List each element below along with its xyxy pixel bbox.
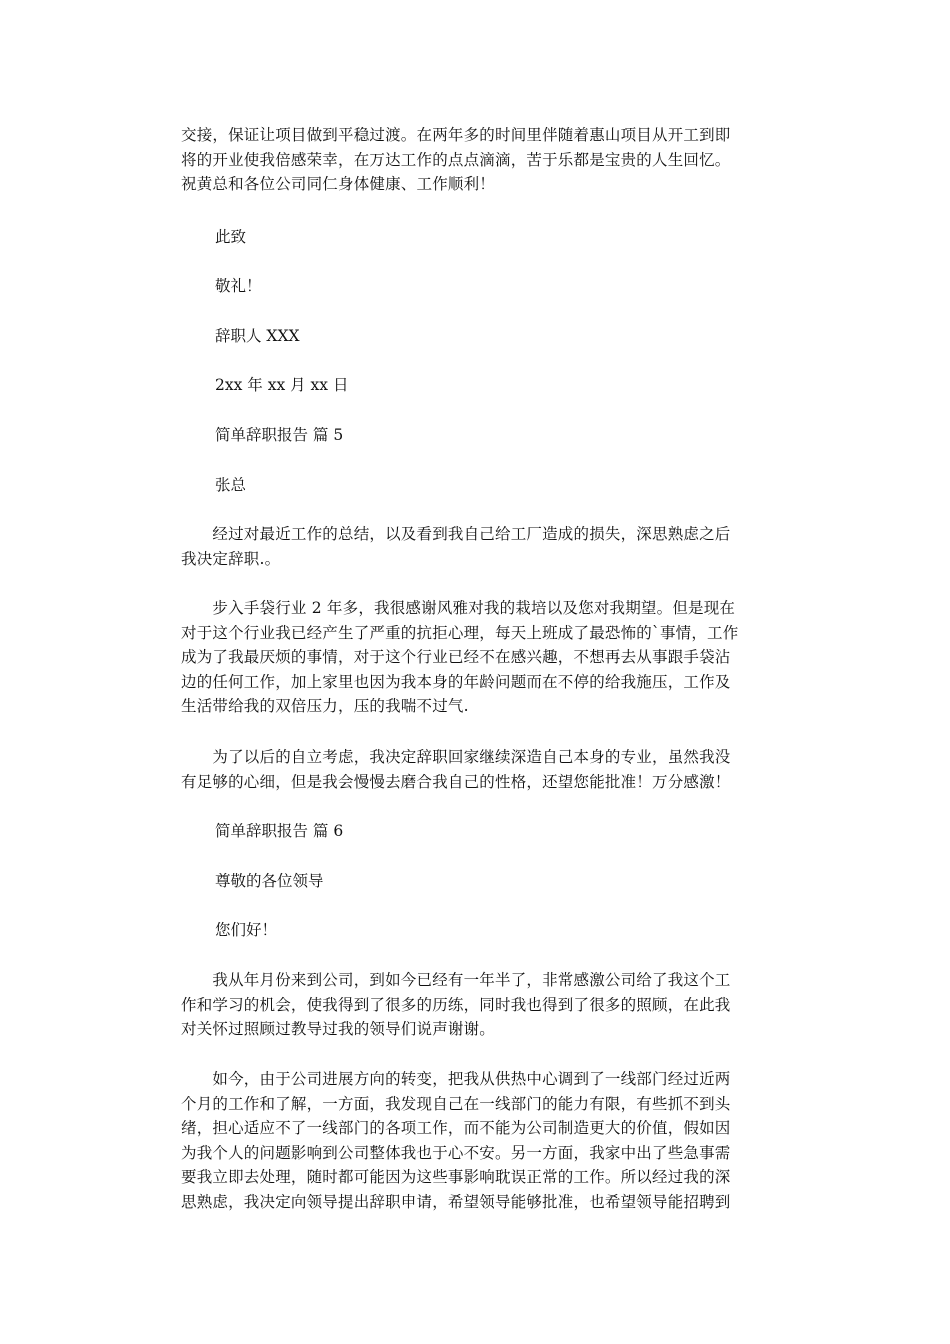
paragraph-reasons bbox=[181, 1067, 773, 1214]
paragraph-handover bbox=[181, 123, 773, 197]
signature-resigner: 辞职人 XXX bbox=[215, 327, 300, 345]
closing-cizhi: 此致 bbox=[215, 228, 247, 246]
text-line: 我从年月份来到公司，到如今已经有一年半了，非常感激公司给了我这个工 bbox=[181, 971, 731, 989]
paragraph-industry bbox=[181, 596, 773, 719]
closing-jingli: 敬礼！ bbox=[215, 277, 262, 295]
text-line: 对关怀过照顾过教导过我的领导们说声谢谢。 bbox=[181, 1020, 496, 1038]
text-line: 思熟虑，我决定向领导提出辞职申请，希望领导能够批准，也希望领导能招聘到 bbox=[181, 1192, 731, 1211]
section-heading-5: 简单辞职报告 篇 5 bbox=[215, 426, 344, 444]
text-line: 为了以后的自立考虑，我决定辞职回家继续深造自己本身的专业，虽然我没 bbox=[181, 748, 731, 766]
text-line: 生活带给我的双倍压力，压的我喘不过气. bbox=[181, 697, 469, 715]
text-line: 作和学习的机会，使我得到了很多的历练，同时我也得到了很多的照顾，在此我 bbox=[181, 995, 731, 1014]
text-line: 边的任何工作，加上家里也因为我本身的年龄问题而在不停的给我施压，工作及 bbox=[181, 672, 731, 691]
text-line: 步入手袋行业 2 年多，我很感谢风雅对我的栽培以及您对我期望。但是现在 bbox=[181, 599, 736, 617]
text-line: 要我立即去处理，随时都可能因为这些事影响耽误正常的工作。所以经过我的深 bbox=[181, 1168, 731, 1186]
text-line: 为我个人的问题影响到公司整体我也于心不安。另一方面，我家中出了些急事需 bbox=[181, 1143, 731, 1162]
text-line: 经过对最近工作的总结，以及看到我自己给工厂造成的损失，深思熟虑之后 bbox=[181, 525, 731, 543]
text-line: 个月的工作和了解，一方面，我发现自己在一线部门的能力有限，有些抓不到头 bbox=[181, 1094, 731, 1113]
text-line: 交接，保证让项目做到平稳过渡。在两年多的时间里伴随着惠山项目从开工到即 bbox=[181, 126, 731, 144]
salutation-zhangzong: 张总 bbox=[215, 476, 247, 494]
text-line: 我决定辞职.。 bbox=[181, 549, 281, 568]
greeting: 您们好！ bbox=[215, 921, 278, 939]
paragraph-gratitude bbox=[181, 968, 773, 1042]
text-line: 对于这个行业我已经产生了严重的抗拒心理，每天上班成了最恐怖的`事情，工作 bbox=[181, 623, 739, 642]
text-line: 祝黄总和各位公司同仁身体健康、工作顺利！ bbox=[181, 175, 496, 193]
text-line: 绪，担心适应不了一线部门的各项工作，而不能为公司制造更大的价值，假如因 bbox=[181, 1119, 731, 1137]
text-line: 成为了我最厌烦的事情，对于这个行业已经不在感兴趣，不想再去从事跟手袋沾 bbox=[181, 648, 731, 666]
text-line: 有足够的心细，但是我会慢慢去磨合我自己的性格，还望您能批准！万分感激！ bbox=[181, 772, 731, 791]
signature-date: 2xx 年 xx 月 xx 日 bbox=[215, 376, 349, 394]
salutation-leaders: 尊敬的各位领导 bbox=[215, 872, 324, 890]
text-line: 将的开业使我倍感荣幸，在万达工作的点点滴滴，苦于乐都是宝贵的人生回忆。 bbox=[181, 150, 731, 169]
text-line: 如今，由于公司进展方向的转变，把我从供热中心调到了一线部门经过近两 bbox=[181, 1070, 731, 1088]
section-heading-6: 简单辞职报告 篇 6 bbox=[215, 822, 344, 840]
paragraph-decision bbox=[181, 522, 773, 571]
paragraph-future bbox=[181, 745, 773, 794]
